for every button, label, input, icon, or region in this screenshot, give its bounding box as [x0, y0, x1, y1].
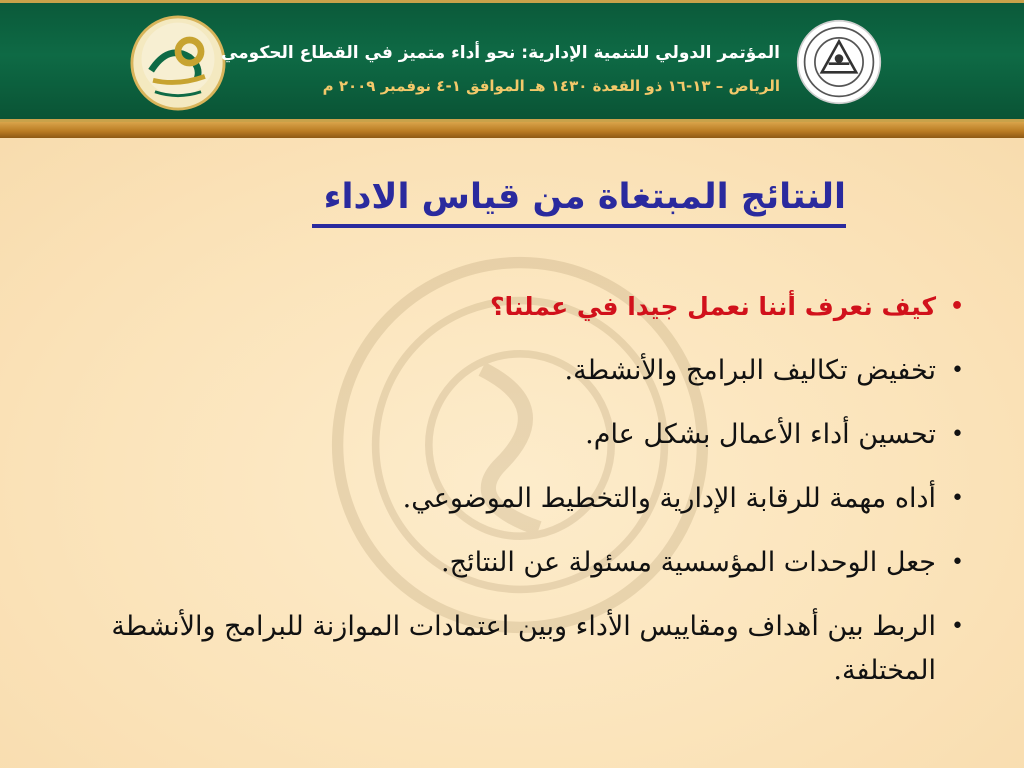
bullet-item [84, 413, 964, 457]
bullet-text: كيف نعرف أننا نعمل جيدا في عملنا؟ [490, 292, 936, 321]
bullet-dot-icon: • [951, 486, 964, 511]
bullet-list [84, 285, 964, 713]
bullet-dot-icon: • [951, 550, 964, 575]
bullet-item [84, 349, 964, 393]
bullet-text: تخفيض تكاليف البرامج والأنشطة. [564, 355, 936, 386]
bullet-item [84, 605, 964, 693]
bullet-text: جعل الوحدات المؤسسية مسئولة عن النتائج. [441, 547, 936, 578]
conference-header [0, 0, 1024, 122]
bullet-text: الربط بين أهداف ومقاييس الأداء وبين اعتمادات الموازنة للبرامج والأنشطة المختلفة. [111, 611, 936, 686]
bullet-item [84, 477, 964, 521]
bullet-dot-icon: • [949, 294, 964, 319]
bullet-item [84, 541, 964, 585]
slide-title-container [186, 170, 846, 228]
bullet-question [84, 285, 964, 329]
header-gold-band [0, 122, 1024, 138]
bullet-dot-icon: • [951, 358, 964, 383]
bullet-text: أداه مهمة للرقابة الإدارية والتخطيط الموضوعي. [402, 483, 936, 514]
conference-date: الرياض – ١٣-١٦ ذو القعدة ١٤٣٠ هـ الموافق ١-٤ نوفمبر ٢٠٠٩ م [322, 77, 780, 95]
conference-title: المؤتمر الدولي للتنمية الإدارية: نحو أداء متميز في القطاع الحكومي [220, 43, 780, 63]
anniversary-50-logo-icon [130, 15, 226, 111]
bullet-dot-icon: • [951, 614, 964, 639]
slide-title: النتائج المبتغاة من قياس الاداء [312, 170, 846, 228]
bullet-text: تحسين أداء الأعمال بشكل عام. [585, 419, 936, 450]
bullet-dot-icon: • [951, 422, 964, 447]
institute-seal-icon [796, 19, 882, 105]
